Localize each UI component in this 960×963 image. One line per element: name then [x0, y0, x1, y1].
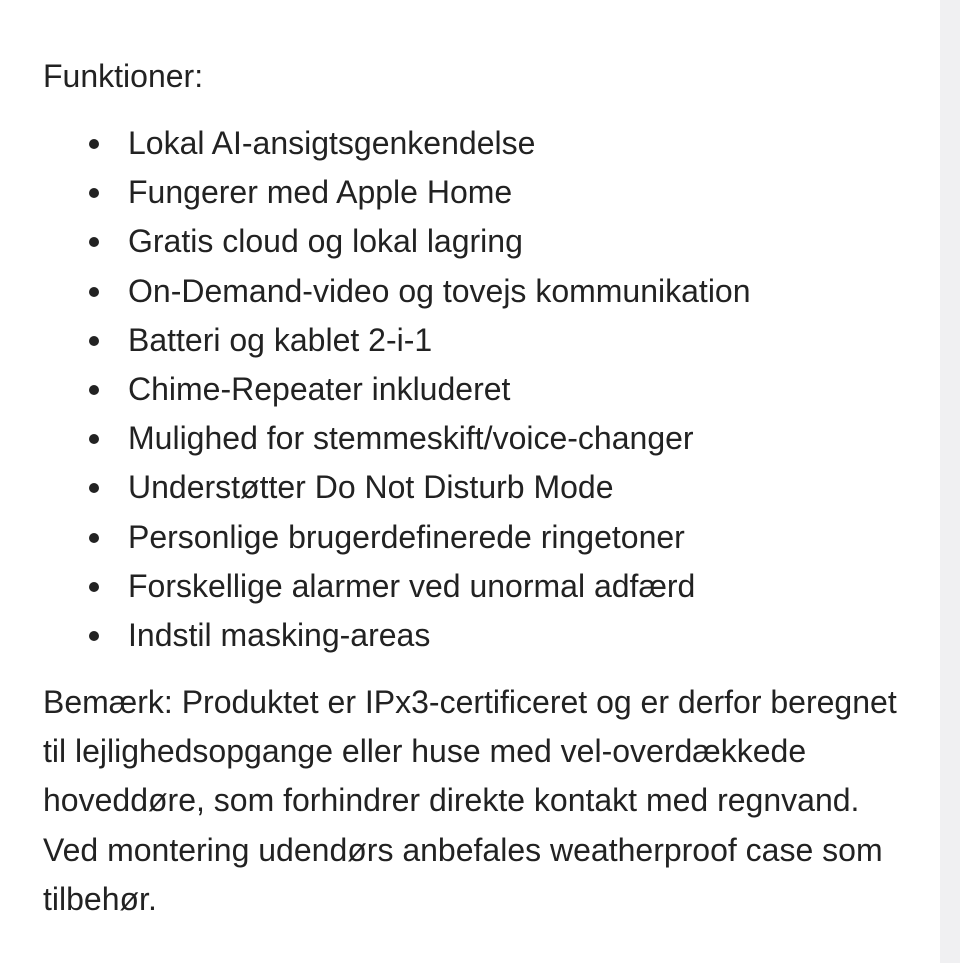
scrollbar-track[interactable] [940, 0, 960, 963]
feature-item [0, 611, 751, 660]
feature-item [0, 513, 751, 562]
bullet-icon [89, 533, 99, 543]
feature-text: Mulighed for stemmeskift/voice-changer [128, 420, 694, 457]
bullet-icon [89, 385, 99, 395]
features-list [0, 119, 751, 660]
feature-text: Understøtter Do Not Disturb Mode [128, 469, 614, 506]
bullet-icon [89, 336, 99, 346]
feature-text: Personlige brugerdefinerede ringetoner [128, 518, 685, 555]
feature-text: Lokal AI-ansigtsgenkendelse [128, 125, 536, 161]
feature-item [0, 463, 751, 512]
feature-item [0, 365, 751, 414]
feature-item [0, 414, 751, 463]
feature-text: On-Demand-video og tovejs kommunikation [128, 272, 751, 309]
feature-text: Gratis cloud og lokal lagring [128, 223, 523, 260]
feature-text: Fungerer med Apple Home [128, 174, 513, 211]
bullet-icon [89, 139, 99, 149]
feature-text: Forskellige alarmer ved unormal adfærd [128, 567, 696, 604]
feature-item [0, 562, 751, 611]
bullet-icon [89, 287, 99, 297]
bullet-icon [89, 631, 99, 641]
bullet-icon [89, 434, 99, 444]
bullet-icon [89, 237, 99, 247]
features-heading: Funktioner: [43, 58, 204, 94]
feature-item [0, 217, 751, 266]
feature-item [0, 267, 751, 316]
feature-text: Chime-Repeater inkluderet [128, 370, 511, 407]
bullet-icon [89, 483, 99, 493]
bullet-icon [89, 582, 99, 592]
feature-item [0, 316, 751, 365]
feature-text: Batteri og kablet 2-i-1 [128, 321, 433, 358]
feature-item [0, 119, 751, 168]
note-paragraph: Bemærk: Produktet er IPx3-certificeret og er derfor beregnet til lejlighedsopgange eller huse med vel-overdækkede hoveddøre, som forhindrer direkte kontakt med regnvand. Ved montering udendørs anbefales weatherproof case som tilbehør. [43, 684, 897, 917]
feature-text: Indstil masking-areas [128, 616, 431, 653]
feature-item [0, 168, 751, 217]
bullet-icon [89, 188, 99, 198]
